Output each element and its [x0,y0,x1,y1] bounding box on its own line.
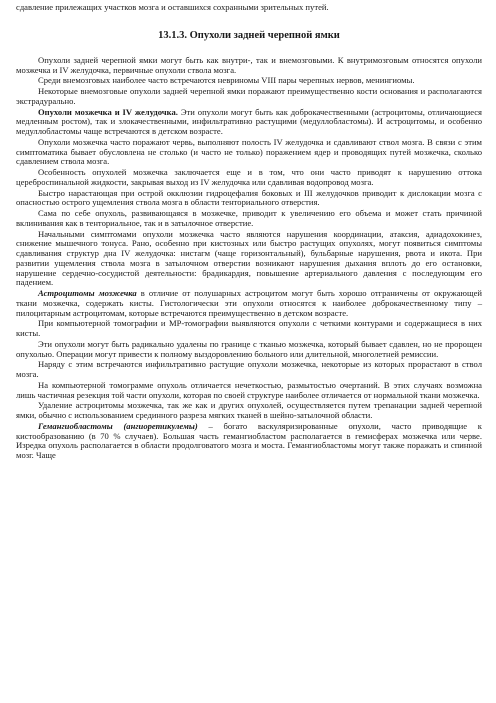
paragraph-text: – богато васкуляризированные опухоли, часто приводящие к кистообразованию (в 70 % случаев). Большая часть гемангиобластом располагается в гемисферах мозжечка или черве. Изредка опухоль располагается в области продолговатого мозга и моста. Гемангиобластомы могут также поражать и спинной мозг. Чаще [16,420,482,460]
paragraph [16,168,482,188]
paragraph-text: в отличие от полушарных астроцитом могут быть хорошо отграничены от окружающей ткани мозжечка, содержать кисты. Гистологически эти опухоли относятся к наиболее доброкачественному типу – пилоцитарным астроцитомам, которые встречаются преимущественно в детском возрасте. [16,288,482,318]
paragraph-lead-term: Гемангиобластомы (ангиоретикулемы) [38,420,198,431]
paragraph [16,108,482,137]
paragraph [16,422,482,461]
paragraph [16,56,482,76]
paragraph-text: Эти опухоли могут быть радикально удалены по границе с тканью мозжечка, который бывает сдавлен, но не пророщен опухолью. Операции могут привести к полному выздоровлению больного или длительной, многолетней ремиссии. [16,338,482,359]
paragraph [16,87,482,107]
paragraph-text: Наряду с этим встречаются инфильтративно растущие опухоли мозжечка, некоторые из которых прорастают в ствол мозга. [16,359,482,379]
paragraph-text: Сама по себе опухоль, развивающаяся в мозжечке, приводит к увеличению его объема и может стать причиной вклинивания как в тенториальное, так и в затылочное отверстие. [16,208,482,228]
paragraph-text: При компьютерной томографии и МР-томографии выявляются опухоли с четкими контурами и содержащиеся в них кисты. [16,318,482,338]
paragraph-lead-term: Астроцитомы мозжечка [38,288,137,298]
section-title: 13.1.3. Опухоли задней черепной ямки [158,29,340,41]
paragraph-text: Особенность опухолей мозжечка заключается еще и в том, что они часто приводят к нарушению оттока цереброспинальной жидкости, закрывая выход из IV желудочка или сдавливая водопровод мозга. [16,167,482,187]
paragraph [16,340,482,360]
paragraph [16,360,482,380]
section-body [16,56,482,461]
paragraph [16,319,482,339]
paragraph [16,381,482,401]
paragraph-text: Некоторые внемозговые опухоли задней черепной ямки поражают преимущественно кости основания и располагаются экстрадурально. [16,86,482,106]
paragraph [16,401,482,421]
paragraph-text: Эти опухоли могут быть как доброкачественными (астроцитомы, отличающиеся медленным ростом), так и злокачественными, инфильтративно растущими (медуллобластомы). И астроцитомы, и особенно медуллобластомы чаще встречаются в детском возрасте. [16,106,482,136]
paragraph [16,230,482,289]
paragraph [16,76,482,86]
paragraph-text: Среди внемозговых наиболее часто встречаются невриномы VIII пары черепных нервов, менингиомы. [38,75,415,86]
paragraph-text: Опухоли мозжечка часто поражают червь, выполняют полость IV желудочка и сдавливают ствол мозга. В связи с этим симптоматика бывает обусловлена не столько (и часто не только) поражением ядер и проводящих путей мозжечка, сколько сдавлением ствола мозга. [16,136,482,167]
paragraph [16,209,482,229]
paragraph [16,138,482,167]
paragraph-lead-term: Опухоли мозжечка и IV желудочка. [38,106,178,117]
paragraph-text: Быстро нарастающая при острой окклюзии гидроцефалия боковых и III желудочков приводит к дислокации мозга с опасностью острого ущемления ствола мозга в области тенториального отверстия. [16,187,482,208]
paragraph [16,289,482,318]
paragraph [16,189,482,209]
paragraph-text: Начальными симптомами опухоли мозжечка часто являются нарушения координации, атаксия, адиадохокинез, снижение мышечного тонуса. Рано, особенно при кистозных или быстро растущих опухолях, могут появиться симптомы сдавливания структур дна IV желудочка: нистагм (чаще горизонтальный), бульбарные нарушения, рвота и икота. При развитии ущемления ствола мозга в затылочном отверстии возникают нарушения дыхания вплоть до его остановки, нарушение сердечно-сосудистой деятельности: брадикардия, повышение артериального давления с последующим его падением. [16,228,482,288]
paragraph-text: Удаление астроцитомы мозжечка, так же как и других опухолей, осуществляется путем трепанации задней черепной ямки, обычно с использованием срединного разреза мягких тканей в шейно-затылочной области. [16,400,482,420]
continuation-line: сдавление прилежащих участков мозга и оставшихся сохранными зрительных путей. [16,2,329,12]
paragraph-text: Опухоли задней черепной ямки могут быть как внутри-, так и внемозговыми. К внутримозговым относятся опухоли мозжечка и IV желудочка, первичные опухоли ствола мозга. [16,54,482,75]
paragraph-text: На компьютерной томограмме опухоль отличается нечеткостью, размытостью очертаний. В этих случаях возможна лишь частичная резекция той части опухоли, которая по своей структуре наиболее отличается от нормальной ткани мозжечка. [16,379,482,400]
